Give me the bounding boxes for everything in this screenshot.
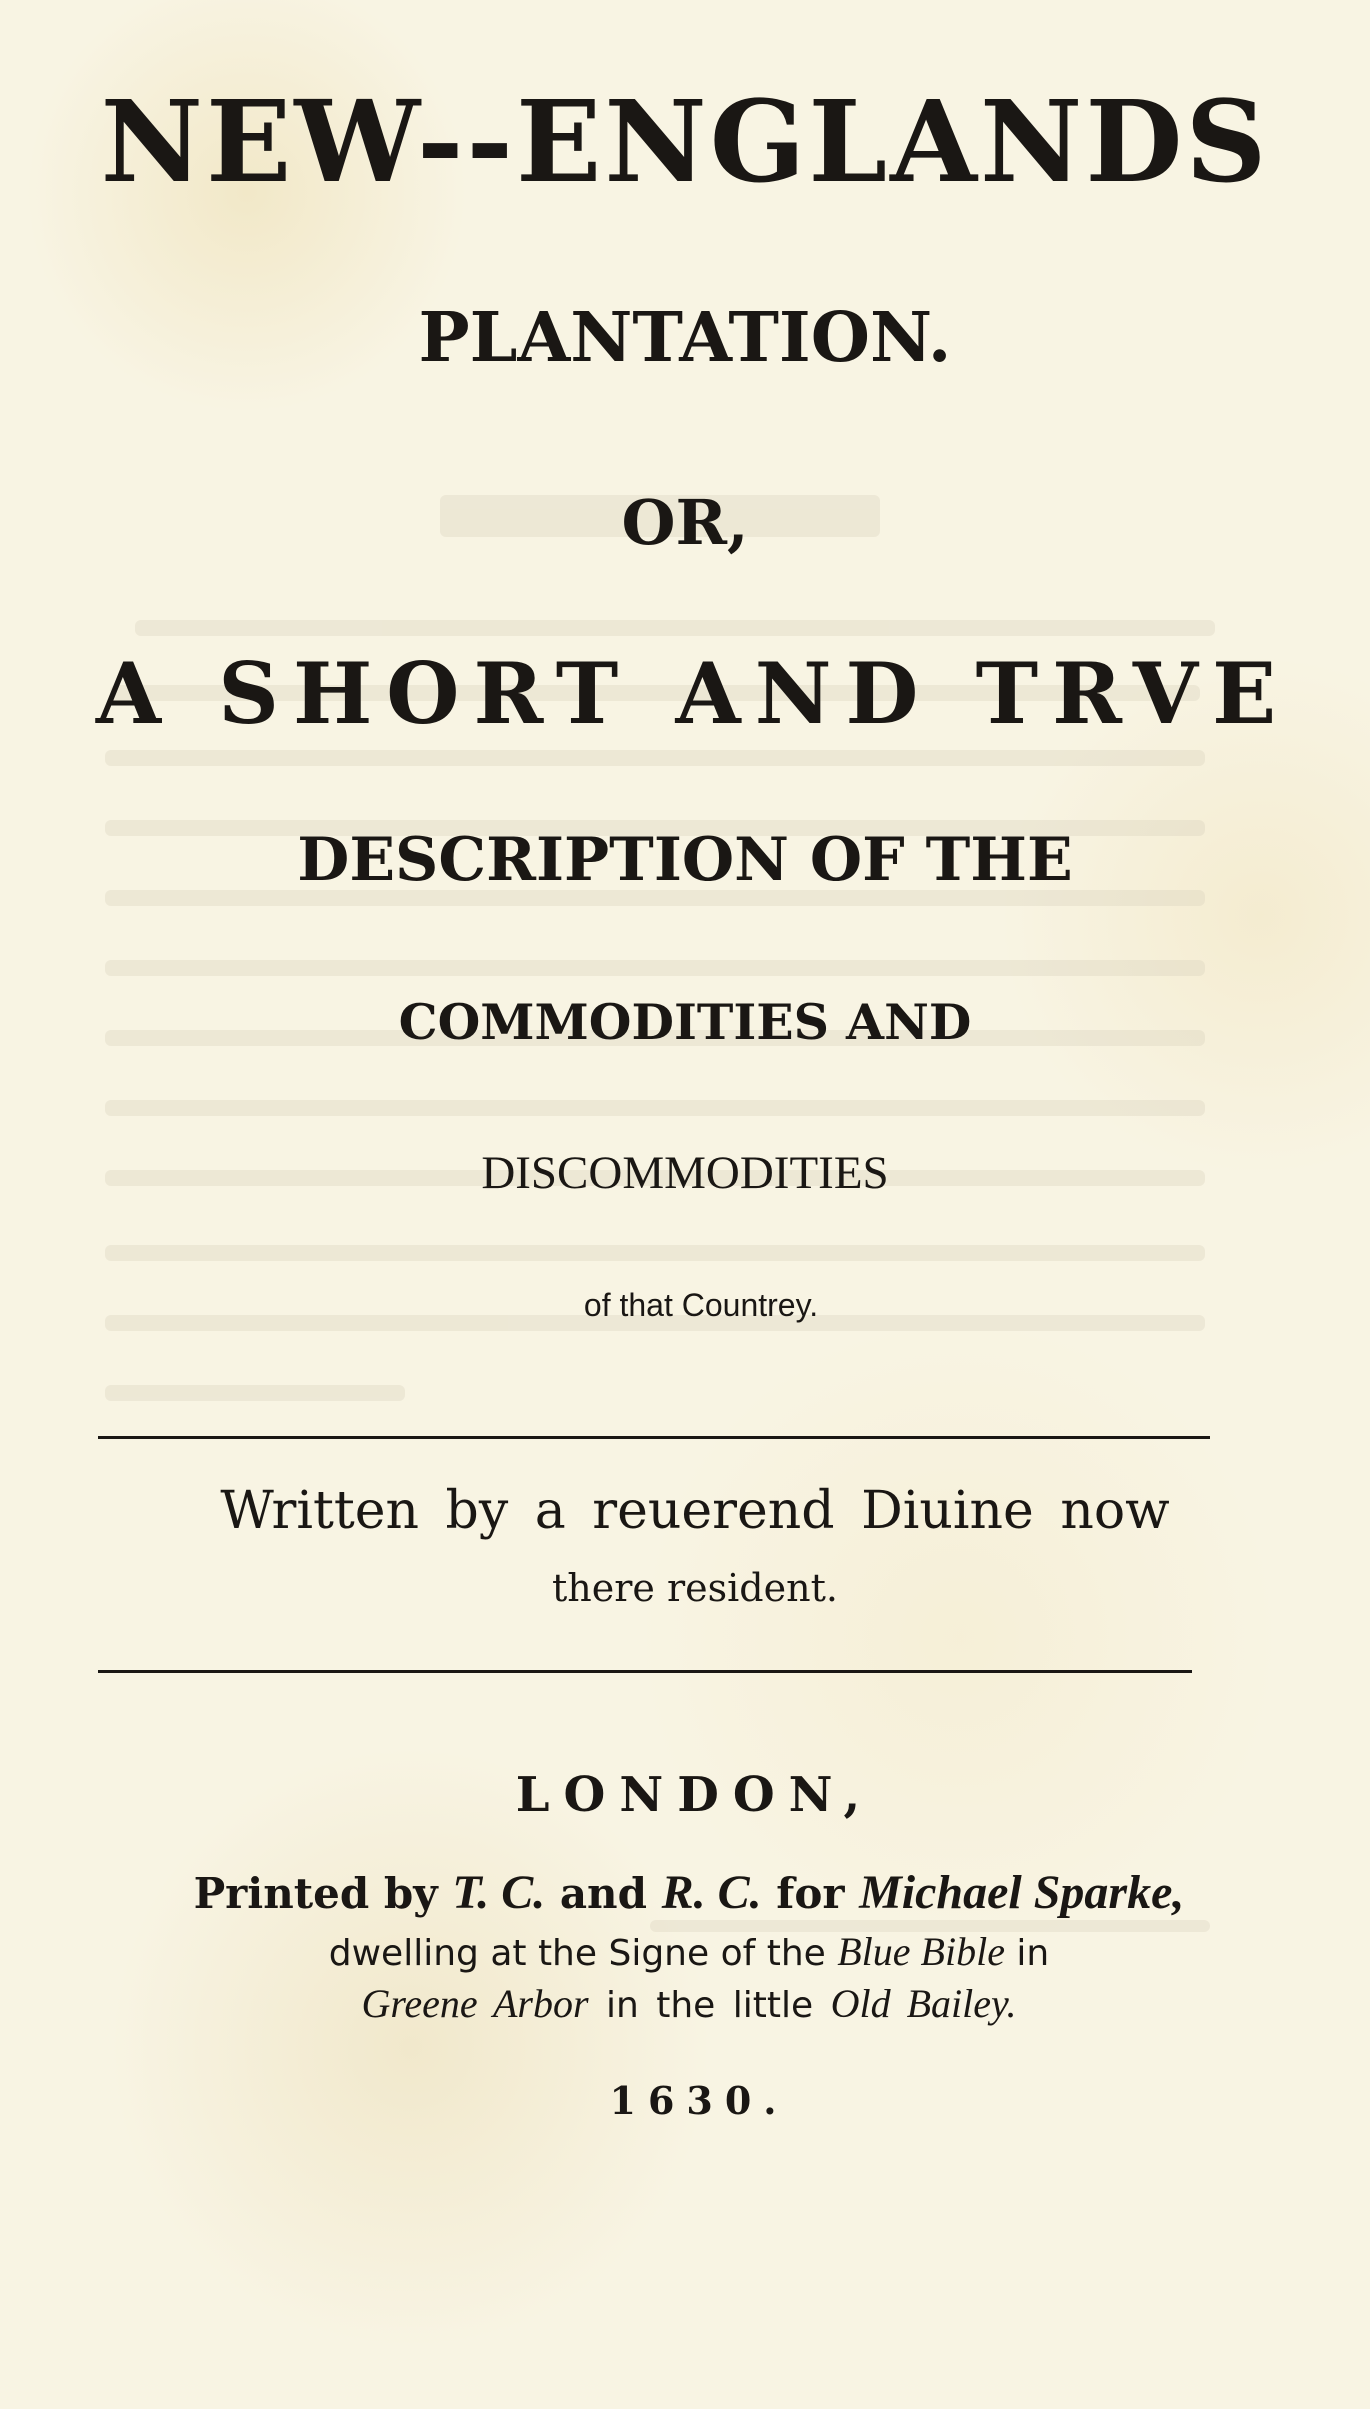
title-plantation: PLANTATION.: [418, 298, 952, 378]
imprint-place: LONDON,: [515, 1767, 875, 1823]
title-main: NEW--ENGLANDS: [100, 77, 1270, 208]
place-mid: in the little: [588, 1985, 831, 2026]
author-resident: there resident.: [552, 1566, 838, 1610]
imprint-dwelling-line: [4, 1928, 1370, 1978]
place-old-bailey: Old Bailey.: [830, 1981, 1017, 2026]
imprint-printed-line: [4, 1864, 1370, 1923]
dwelling-suffix: in: [1004, 1933, 1050, 1974]
title-short-and-true: A SHORT AND TRVE: [95, 644, 1291, 743]
printer-two: R. C.: [661, 1866, 762, 1919]
imprint-year: 1630.: [609, 2078, 789, 2123]
divider-rule-top: [98, 1436, 1210, 1439]
divider-rule-bottom: [98, 1670, 1192, 1673]
title-or: OR,: [621, 486, 749, 559]
printer-one: T. C.: [452, 1866, 546, 1919]
sign-name: Blue Bible: [837, 1929, 1005, 1974]
imprint-location-line: [4, 1980, 1370, 2030]
title-country: of that Countrey.: [583, 1287, 819, 1323]
title-discommodities: DISCOMMODITIES: [481, 1147, 889, 1199]
place-greene-arbor: Greene Arbor: [361, 1981, 589, 2026]
title-description: DESCRIPTION OF THE: [297, 825, 1073, 895]
for-text: for: [761, 1869, 860, 1918]
dwelling-prefix: dwelling at the Signe of the: [328, 1933, 838, 1974]
publisher-name: Michael Sparke,: [859, 1866, 1185, 1919]
and-text: and: [545, 1869, 662, 1918]
author-line: Written by a reuerend Diuine now: [220, 1481, 1170, 1541]
title-commodities: COMMODITIES AND: [398, 993, 972, 1051]
printed-by-text: Printed by: [193, 1869, 453, 1918]
